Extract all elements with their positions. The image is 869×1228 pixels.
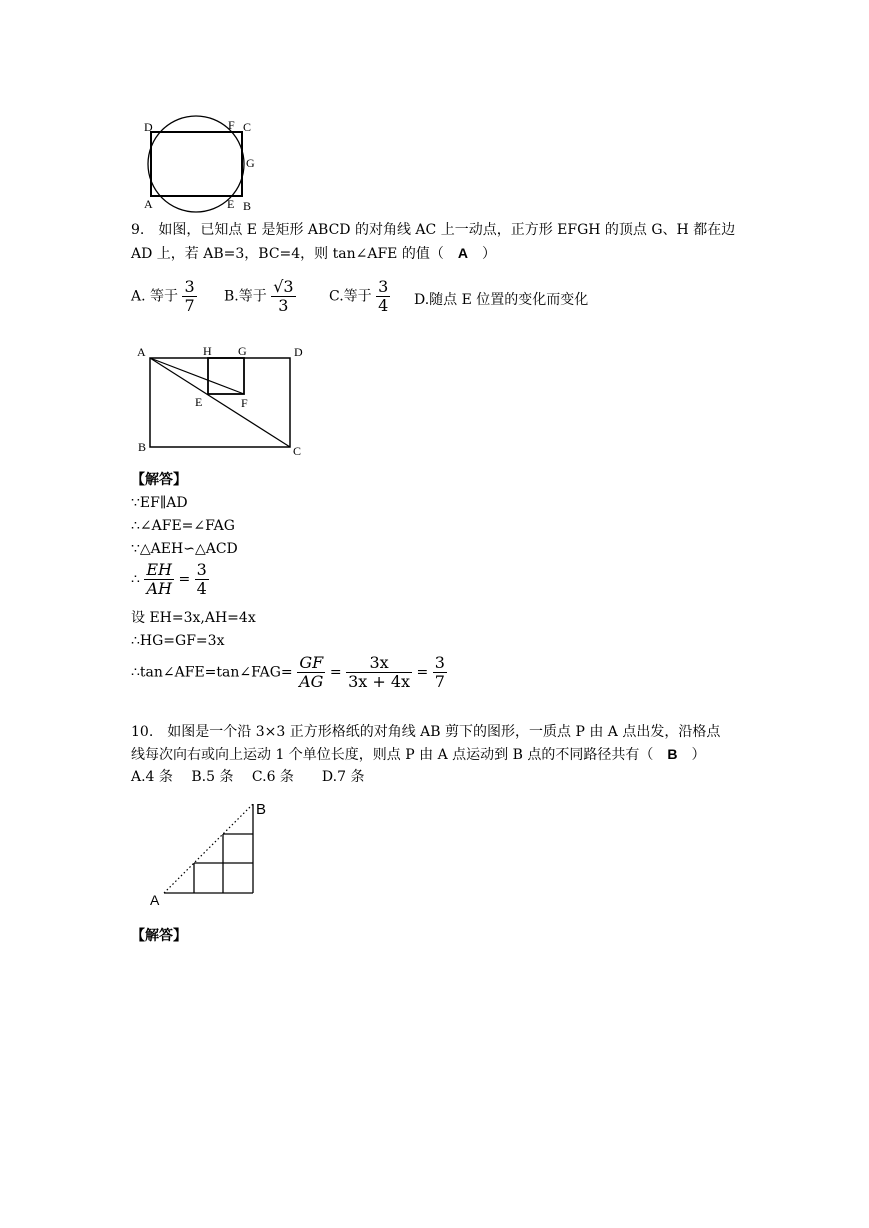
label-c: C xyxy=(293,444,302,458)
label-b: B xyxy=(256,801,267,818)
opt-a-num: 3 xyxy=(184,277,195,296)
solution9-line5: 设 EH=3x,AH=4x xyxy=(131,610,256,626)
frac-num: 3x xyxy=(369,653,389,672)
label-g: G xyxy=(246,156,255,170)
solution9-line3: ∵△AEH∽△ACD xyxy=(131,541,238,557)
label-d: D xyxy=(144,120,153,134)
opt-c-den: 4 xyxy=(378,296,389,315)
equals-sign: = xyxy=(178,571,191,588)
therefore-symbol: ∴ xyxy=(131,571,140,588)
frac-den: 3x + 4x xyxy=(348,672,411,691)
frac-num: GF xyxy=(299,653,324,672)
opt-a-den: 7 xyxy=(184,296,195,315)
solution9-line1: ∵EF∥AD xyxy=(131,495,188,511)
solution9-line2: ∴∠AFE=∠FAG xyxy=(131,518,235,534)
label-f: F xyxy=(228,118,235,132)
tan-equation-prefix: ∴tan∠AFE=tan∠FAG= xyxy=(131,664,293,681)
frac-num: 3 xyxy=(196,560,207,579)
q9-stem-text: AD 上，若 AB=3，BC=4，则 tan∠AFE 的值（ xyxy=(131,246,444,262)
label-c: C xyxy=(243,120,252,134)
opt-b-label: B.等于 xyxy=(224,288,267,305)
q9-option-d: D.随点 E 位置的变化而变化 xyxy=(414,292,589,308)
solution10-heading: 【解答】 xyxy=(131,928,187,944)
q10-answer: B xyxy=(667,746,678,762)
equals-sign: = xyxy=(329,664,342,681)
label-a: A xyxy=(150,892,160,908)
frac-num: 3 xyxy=(434,653,445,672)
frac-den: 7 xyxy=(434,672,445,691)
q10-stem-close: ） xyxy=(691,747,706,763)
label-f: F xyxy=(241,396,248,410)
q9-answer: A xyxy=(457,245,468,261)
frac-den: AG xyxy=(299,672,324,691)
label-d: D xyxy=(294,345,303,359)
solution9-heading: 【解答】 xyxy=(131,472,187,488)
frac-num: EH xyxy=(146,560,173,579)
label-e: E xyxy=(195,395,203,409)
opt-b-num: √3 xyxy=(273,277,294,296)
opt-c-num: 3 xyxy=(378,277,389,296)
frac-den: AH xyxy=(144,579,174,598)
q10-stem-text: 线每次向右或向上运动 1 个单位长度，则点 P 由 A 点运动到 B 点的不同路径共有（ xyxy=(131,747,654,763)
q9-stem-close: ） xyxy=(481,246,496,262)
label-e: E xyxy=(227,197,235,211)
q10-options: A.4 条 B.5 条 C.6 条 D.7 条 xyxy=(131,769,365,785)
q10-stem-line1: 10. 如图是一个沿 3×3 正方形格纸的对角线 AB 剪下的图形，一质点 P 由 A 点出发，沿格点 xyxy=(131,724,721,740)
label-b: B xyxy=(243,199,252,213)
label-g: G xyxy=(238,344,247,358)
q9-stem-line1: 9. 如图，已知点 E 是矩形 ABCD 的对角线 AC 上一动点，正方形 EFGH 的顶点 G、H 都在边 xyxy=(131,222,736,238)
frac-den: 4 xyxy=(196,579,207,598)
label-b: B xyxy=(138,440,147,454)
opt-c-label: C.等于 xyxy=(329,288,372,305)
label-h: H xyxy=(203,344,212,358)
label-a: A xyxy=(144,197,153,211)
opt-a-label: A. 等于 xyxy=(131,288,179,305)
label-a: A xyxy=(137,345,146,359)
opt-b-den: 3 xyxy=(271,296,295,315)
equals-sign: = xyxy=(416,664,429,681)
diagonal-ab-dotted xyxy=(164,804,253,893)
solution9-line6: ∴HG=GF=3x xyxy=(131,633,225,649)
